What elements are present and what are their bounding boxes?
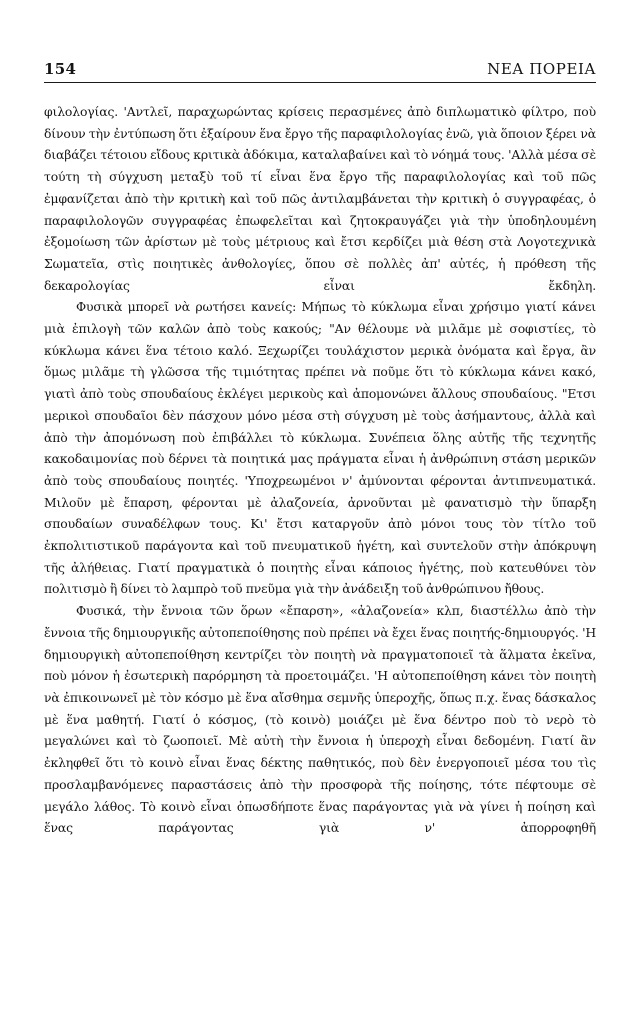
running-title: ΝΕΑ ΠΟΡΕΙΑ (487, 60, 596, 78)
paragraph-1: φιλολογίας. 'Αντλεῖ, παραχωρώντας κρίσεις περασμένες ἀπὸ διπλωματικὸ φίλτρο, ποὺ δίνουν τὴν ἐντύπωση ὅτι ἐξαίρουν ἕνα ἔργο τῆς παραφιλολογίας ἐνῶ, γιὰ ὅποιον ξέρει νὰ διαβάζει τέτοιου εἴδους κριτικὰ ἀδόκιμα, καταλαβαίνει καὶ τὸ νόημά τους. 'Αλλὰ μέσα σὲ τούτη τὴ σύγχυση μεταξὺ τοῦ τί εἶναι ἕνα ἔργο τῆς παραφιλολογίας καὶ τοῦ πῶς ἐμφανίζεται ἀπὸ τὴν κριτικὴ καὶ τοῦ πῶς ἀντιλαμβάνεται τὴν κριτικὴ ὁ συγγραφέας, ὁ παραφιλολογῶν συγγραφέας ἐπωφελεῖται καὶ ζητοκραυγάζει γιὰ τὴν ὑποδηλουμένη ἐξομοίωση τῶν ἀρίστων μὲ τοὺς μέτριους καὶ ἔτσι κερδίζει μιὰ θέση στὰ Λογοτεχνικὰ Σωματεῖα, στὶς ποιητικὲς ἀνθολογίες, ὅπου σὲ πολλὲς ἀπ' αὐτές, ἡ πρόθεση τῆς δεκαρολογίας εἶναι ἔκδηλη. (44, 104, 596, 293)
page-header (44, 56, 596, 83)
paragraph-2: Φυσικὰ μπορεῖ νὰ ρωτήσει κανείς: Μήπως τὸ κύκλωμα εἶναι χρήσιμο γιατί κάνει μιὰ ἐπιλογὴ τῶν καλῶν ἀπὸ τοὺς κακούς; "Αν θέλουμε νὰ μιλᾶμε μὲ σοφιστίες, τὸ κύκλωμα κάνει ἕνα τέτοιο καλό. Ξεχωρίζει τουλάχιστον μερικὰ ὀνόματα καὶ ἔργα, ἂν ὅμως μιλᾶμε τὴ γλῶσσα τῆς τιμιότητας πρέπει νὰ ποῦμε ὅτι τὸ κύκλωμα κάνει κακό, γιατὶ ἀπὸ τοὺς σπουδαίους ἐκλέγει μερικοὺς καὶ ἀπομονώνει ἄλλους σπουδαίους. "Ετσι μερικοὶ σπουδαῖοι δὲν πάσχουν μόνο μέσα στὴ σύγχυση μὲ τοὺς ἀσήμαντους, ἀλλὰ καὶ ἀπὸ τὴν ἀπομόνωση ποὺ ἐπιβάλλει τὸ κύκλωμα. Συνέπεια ὅλης αὐτῆς τῆς τεχνητῆς κακοδαιμονίας ποὺ δέρνει τὰ ποιητικά μας πράγματα εἶναι ἡ ἀνθρώπινη στάση μερικῶν ἀπὸ τοὺς σπουδαίους ποιητές. 'Υποχρεωμένοι ν' ἀμύνονται φέρονται ἀντιπνευματικά. Μιλοῦν μὲ ἔπαρση, φέρονται μὲ ἀλαζονεία, ἀρνοῦνται μὲ φανατισμὸ τὴν ὕπαρξη σπουδαίων συναδέλφων τους. Κι' ἔτσι καταργοῦν ἀπὸ μόνοι τους τὸν τίτλο τοῦ ἐκπολιτιστικοῦ παράγοντα καὶ τοῦ πνευματικοῦ ἡγέτη, καὶ συντελοῦν στὴν ἀπόκρυψη τῆς ἀλήθειας. Γιατί πραγματικὰ ὁ ποιητὴς εἶναι κάποιος ἡγέτης, ποὺ κατευθύνει τὸν πολιτισμὸ ἢ δίνει τὸ λαμπρὸ τοῦ πνεῦμα γιὰ τὴν ἀνάδειξη τοῦ ἀνθρώπινου ἤθους. (44, 299, 596, 597)
book-page (44, 56, 596, 839)
paragraph-3: Φυσικά, τὴν ἔννοια τῶν ὅρων «ἔπαρση», «ἀλαζονεία» κλπ, διαστέλλω ἀπὸ τὴν ἔννοια τῆς δημιουργικῆς αὐτοπεποίθησης ποὺ πρέπει νὰ ἔχει ἕνας ποιητής-δημιουργός. 'Η δημιουργικὴ αὐτοπεποίθηση κεντρίζει τὸν ποιητὴ νὰ πραγματοποιεῖ τὰ ἅλματα ἐκεῖνα, ποὺ μόνον ἡ ἐσωτερικὴ παρόρμηση τὰ προετοιμάζει. 'Η αὐτοπεποίθηση κάνει τὸν ποιητὴ νὰ ἐπικοινωνεῖ μὲ τὸν κόσμο μὲ ἕνα αἴσθημα σεμνῆς ὑπεροχῆς, ὅπως π.χ. ἕνας δάσκαλος μὲ ἕνα μαθητή. Γιατί ὁ κόσμος, (τὸ κοινὸ) μοιάζει μὲ ἕνα δέντρο ποὺ τὸ νερὸ τὸ μεγαλώνει καὶ τὸ ζωοποιεῖ. Μὲ αὐτὴ τὴν ἔννοια ἡ ὑπεροχὴ εἶναι δεδομένη. Γιατί ἂν ἐκληφθεῖ ὅτι τὸ κοινὸ εἶναι ἕνας δέκτης παθητικός, ποὺ δὲν ἐνεργοποιεῖ μέσα του τὶς προσλαμβανόμενες παραστάσεις ἀπὸ τὴν προσφορὰ τῆς ποίησης, τότε πέφτουμε σὲ μεγάλο λάθος. Τὸ κοινὸ εἶναι ὁπωσδήποτε ἕνας παράγοντας γιὰ νὰ γίνει ἡ ποίηση καὶ ἕνας παράγοντας γιὰ ν' ἀπορροφηθῆ (44, 603, 596, 836)
page-number: 154 (44, 60, 77, 78)
body-text (44, 101, 596, 839)
